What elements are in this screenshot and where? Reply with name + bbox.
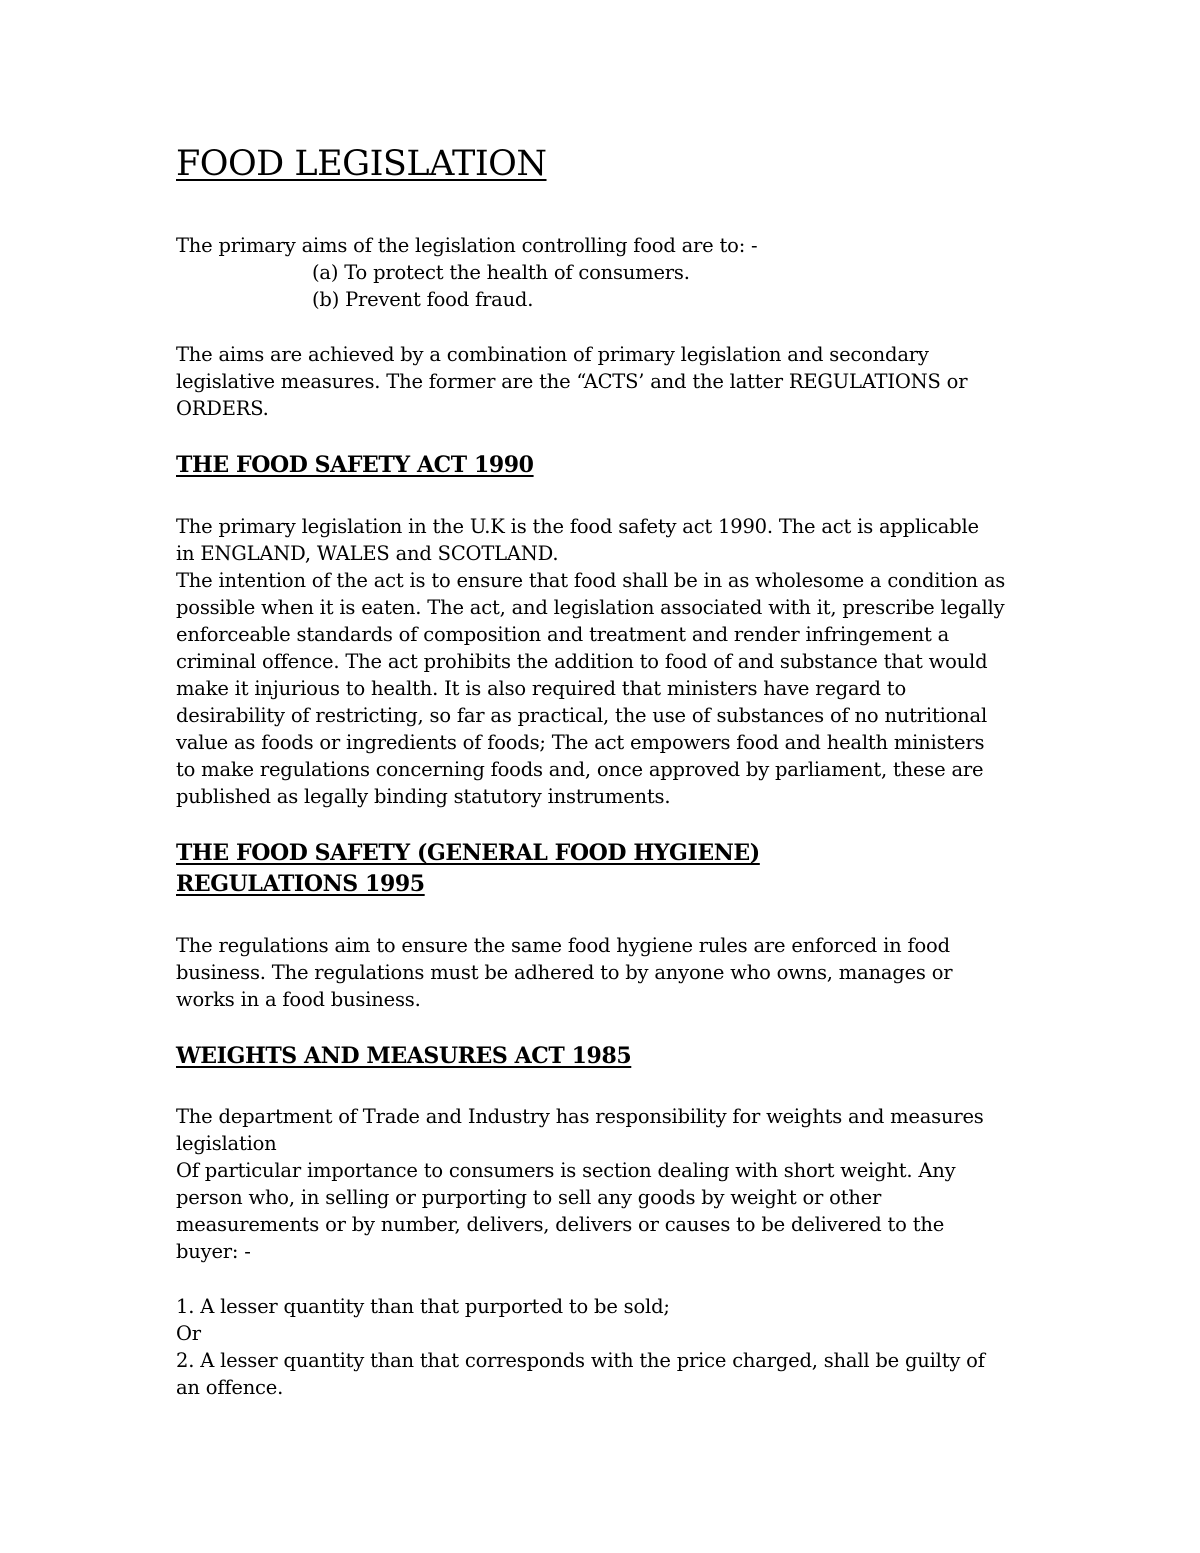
paragraph-line: Of particular importance to consumers is section dealing with short weight. Any <box>176 1159 956 1182</box>
aim-item: (b) Prevent food fraud. <box>312 288 534 311</box>
paragraph-line: The department of Trade and Industry has responsibility for weights and measures <box>176 1105 984 1128</box>
list-item: 2. A lesser quantity than that corresponds with the price charged, shall be guilty of <box>176 1349 985 1372</box>
paragraph-line: legislation <box>176 1132 277 1155</box>
hygiene-regulations-paragraph <box>176 932 1036 1013</box>
list-item: Or <box>176 1322 201 1345</box>
paragraph-line: The intention of the act is to ensure that food shall be in as wholesome a condition as <box>176 569 1006 592</box>
paragraph-line: The regulations aim to ensure the same food hygiene rules are enforced in food <box>176 934 950 957</box>
paragraph-line: The aims are achieved by a combination of primary legislation and secondary <box>176 343 929 366</box>
list-item: 1. A lesser quantity than that purported to be sold; <box>176 1295 670 1318</box>
paragraph-line: in ENGLAND, WALES and SCOTLAND. <box>176 542 559 565</box>
list-item: an offence. <box>176 1376 284 1399</box>
intro-text: The primary aims of the legislation controlling food are to: - <box>176 234 758 257</box>
heading-line: REGULATIONS 1995 <box>176 871 425 897</box>
aim-item: (a) To protect the health of consumers. <box>312 261 690 284</box>
paragraph-line: possible when it is eaten. The act, and legislation associated with it, prescribe legally <box>176 596 1005 619</box>
paragraph-line: desirability of restricting, so far as practical, the use of substances of no nutritional <box>176 704 987 727</box>
heading-weights-measures: WEIGHTS AND MEASURES ACT 1985 <box>176 1043 632 1069</box>
weights-measures-list <box>176 1293 1036 1401</box>
paragraph-line: The primary legislation in the U.K is the food safety act 1990. The act is applicable <box>176 515 979 538</box>
paragraph-line: measurements or by number, delivers, delivers or causes to be delivered to the <box>176 1213 945 1236</box>
heading-food-safety-act: THE FOOD SAFETY ACT 1990 <box>176 452 534 478</box>
weights-measures-paragraph <box>176 1103 1036 1265</box>
paragraph-line: make it injurious to health. It is also required that ministers have regard to <box>176 677 906 700</box>
document-title: FOOD LEGISLATION <box>176 144 547 184</box>
paragraph-line: published as legally binding statutory instruments. <box>176 785 671 808</box>
intro-block <box>176 232 1036 313</box>
paragraph-line: value as foods or ingredients of foods; The act empowers food and health ministers <box>176 731 985 754</box>
heading-hygiene-regulations <box>176 838 1036 900</box>
paragraph-line: business. The regulations must be adhered to by anyone who owns, manages or <box>176 961 953 984</box>
paragraph-line: to make regulations concerning foods and, once approved by parliament, these are <box>176 758 984 781</box>
heading-line: THE FOOD SAFETY (GENERAL FOOD HYGIENE) <box>176 840 760 866</box>
paragraph-line: ORDERS. <box>176 397 269 420</box>
paragraph-line: legislative measures. The former are the “ACTS’ and the latter REGULATIONS or <box>176 370 968 393</box>
paragraph-line: person who, in selling or purporting to sell any goods by weight or other <box>176 1186 882 1209</box>
paragraph-line: criminal offence. The act prohibits the addition to food of and substance that would <box>176 650 988 673</box>
paragraph-line: enforceable standards of composition and treatment and render infringement a <box>176 623 950 646</box>
paragraph-line: buyer: - <box>176 1240 251 1263</box>
paragraph-line: works in a food business. <box>176 988 421 1011</box>
aims-paragraph <box>176 341 1036 422</box>
food-safety-act-paragraph <box>176 513 1036 810</box>
